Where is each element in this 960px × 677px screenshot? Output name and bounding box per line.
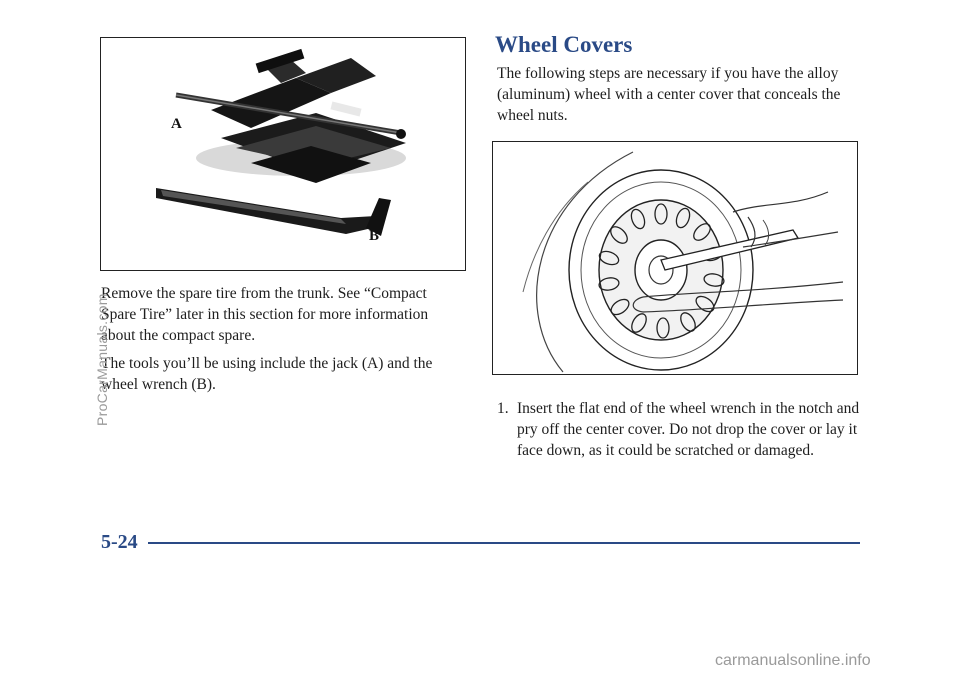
label-b: B (369, 228, 380, 244)
wheel-illustration (493, 142, 857, 374)
jack-wrench-figure (100, 37, 466, 271)
section-heading: Wheel Covers (495, 32, 633, 57)
label-a: A (171, 116, 182, 132)
jack-illustration (101, 38, 465, 270)
remove-spare-paragraph: Remove the spare tire from the trunk. See “Compact Spare Tire” later in this section for more information about the compact spare. (101, 285, 429, 344)
watermark-left (80, 0, 120, 677)
wheel-cover-figure (492, 141, 858, 375)
footer-rule (148, 542, 860, 544)
watermark-bottom: carmanualsonline.info (715, 652, 871, 669)
intro-paragraph: The following steps are necessary if you have the alloy (aluminum) wheel with a center cover that conceals the wheel nuts. (497, 65, 841, 124)
step-text: Insert the flat end of the wheel wrench in the notch and pry off the center cover. Do not drop the cover or lay it face down, as it could be scratched or damaged. (517, 400, 860, 459)
page-number: 5-24 (101, 531, 138, 553)
watermark-left-text: ProCarManuals.com (94, 293, 110, 426)
step-item (497, 398, 863, 461)
step-number: 1. (497, 400, 509, 417)
tools-paragraph: The tools you’ll be using include the jack (A) and the wheel wrench (B). (101, 355, 433, 393)
